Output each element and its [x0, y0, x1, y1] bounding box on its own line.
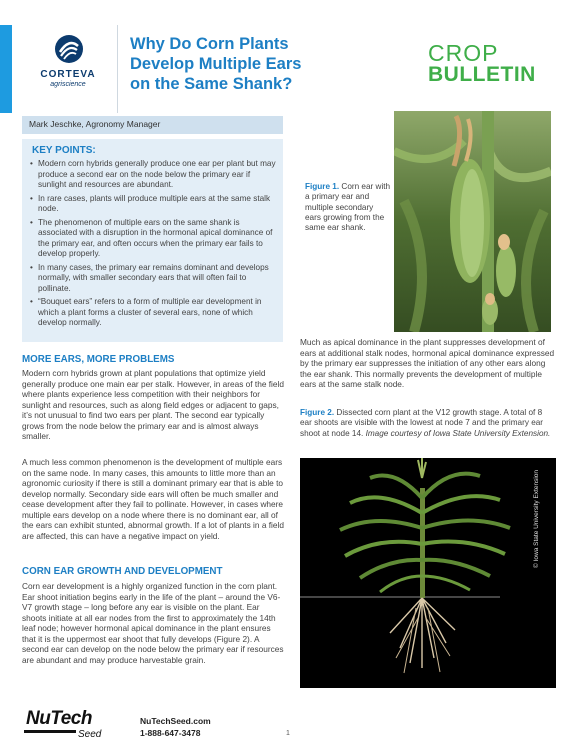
- figure-1-label: Figure 1.: [305, 182, 340, 191]
- footer-phone: 1-888-647-3478: [140, 728, 201, 738]
- paragraph-more-ears-2: A much less common phenomenon is the development of multiple ears on the same node. In many cases, this amounts to little more than an agronomic curiosity if there is still a dominant primary ear that is able to develop normally. Secondary side ears will often be much smaller and cease development after they fail to pollinate. However, in cases where multiple ears develop on a node where there is no dominant ear, all of the ears can exhibit stunted, abnormal growth. If a lot of plants in a field are affected, this can have a negative impact on yield.: [22, 457, 284, 541]
- corteva-logo: [22, 25, 114, 113]
- figure-2-credit-text: Image courtesy of Iowa State University Extension.: [365, 428, 551, 438]
- page-number: 1: [286, 730, 290, 737]
- logo-subtext: agriscience: [50, 81, 86, 88]
- key-point-item: • In rare cases, plants will produce multiple ears at the same stalk node.: [30, 194, 278, 215]
- author-bar: [22, 116, 283, 134]
- key-point-item: • “Bouquet ears” refers to a form of multiple ear development in which a plant forms a cluster of several ears, none of which develop normally.: [30, 297, 278, 329]
- key-point-item: • The phenomenon of multiple ears on the same shank is associated with a disruption in the hormonal apical dominance of the primary ear, and often occurs when the primary ear fails to develop properly.: [30, 218, 278, 260]
- figure-2-photo: © Iowa State University Extension: [300, 458, 556, 688]
- key-point-item: • Modern corn hybrids generally produce one ear per plant but may produce a second ear on the node below the primary ear if sunlight and resources are abundant.: [30, 159, 278, 191]
- figure-2-caption: [300, 408, 556, 439]
- logo-wordmark: CORTEVA: [40, 69, 96, 80]
- bulletin-label: BULLETIN: [428, 63, 536, 86]
- nutech-logo: [22, 708, 122, 744]
- key-points-box: [22, 139, 283, 342]
- header-divider: [117, 25, 118, 113]
- key-point-item: • In many cases, the primary ear remains dominant and develops normally, with smaller secondary ears that will often fail to pollinate.: [30, 263, 278, 295]
- corn-ear-photo-illustration: [394, 111, 551, 332]
- section-heading-more-ears: MORE EARS, MORE PROBLEMS: [22, 354, 175, 365]
- figure-1-text: Corn ear with a primary ear and multiple secondary ears growing from the same ear shank.: [305, 182, 391, 233]
- title-line-2: Develop Multiple Ears: [130, 55, 302, 73]
- title-line-1: Why Do Corn Plants: [130, 35, 289, 53]
- paragraph-apical-dominance: Much as apical dominance in the plant suppresses development of ears at additional stalk nodes, hormonal apical dominance expressed by the primary ear suppresses the initiation of any other ears along the ear shank. This normally prevents the development of multiple ears at the same stalk node.: [300, 337, 555, 389]
- nutech-swoosh: [24, 730, 76, 733]
- header-accent-bar: [0, 25, 12, 113]
- figure-1-photo: [394, 111, 551, 332]
- footer-website[interactable]: NuTechSeed.com: [140, 716, 211, 726]
- figure-2-text: Dissected corn plant at the V12 growth stage. A total of 8 ear shoots are visible with the lowest at node 7 and the primary ear shoot at node 14.: [300, 408, 544, 438]
- key-points-list: [30, 159, 278, 332]
- nutech-seed-text: Seed: [78, 729, 102, 740]
- page-title: [130, 34, 360, 94]
- paragraph-growth-1: Corn ear development is a highly organized function in the corn plant. Ear shoot initiation begins early in the life of the plant – around the V6-V7 growth stage – long before any ear is visible on the plant. Ear shoots initiate at all ear nodes from the first to approximately the 14th leaf node; however hormonal apical dominance in the plant ensures that it is the uppermost ear shoot that fully develops (Figure 2). A second ear can develop on the node below the primary ear if resources are abundant and may produce harvestable grain.: [22, 581, 284, 665]
- figure-1-caption: [305, 182, 391, 233]
- figure-2-label: Figure 2.: [300, 408, 335, 417]
- dissected-corn-plant-illustration: [300, 458, 556, 688]
- section-heading-growth: CORN EAR GROWTH AND DEVELOPMENT: [22, 566, 223, 577]
- crop-label: CROP: [428, 40, 499, 66]
- paragraph-more-ears-1: Modern corn hybrids grown at plant populations that optimize yield generally produce one main ear per stalk. However, in areas of the field where plants experience less competition with their neighbors for sunlight and resources, such as along field edges or adjacent to gaps, it’s not unusual to find two ears per plant. The second ear typically grows from the node below the primary ear and is almost always smaller.: [22, 368, 284, 441]
- title-line-3: on the Same Shank?: [130, 75, 293, 93]
- author-name: Mark Jeschke, Agronomy Manager: [29, 119, 161, 129]
- corteva-mark-icon: [54, 34, 84, 64]
- key-points-title: KEY POINTS:: [32, 145, 96, 156]
- nutech-brand-text: NuTech: [26, 708, 92, 729]
